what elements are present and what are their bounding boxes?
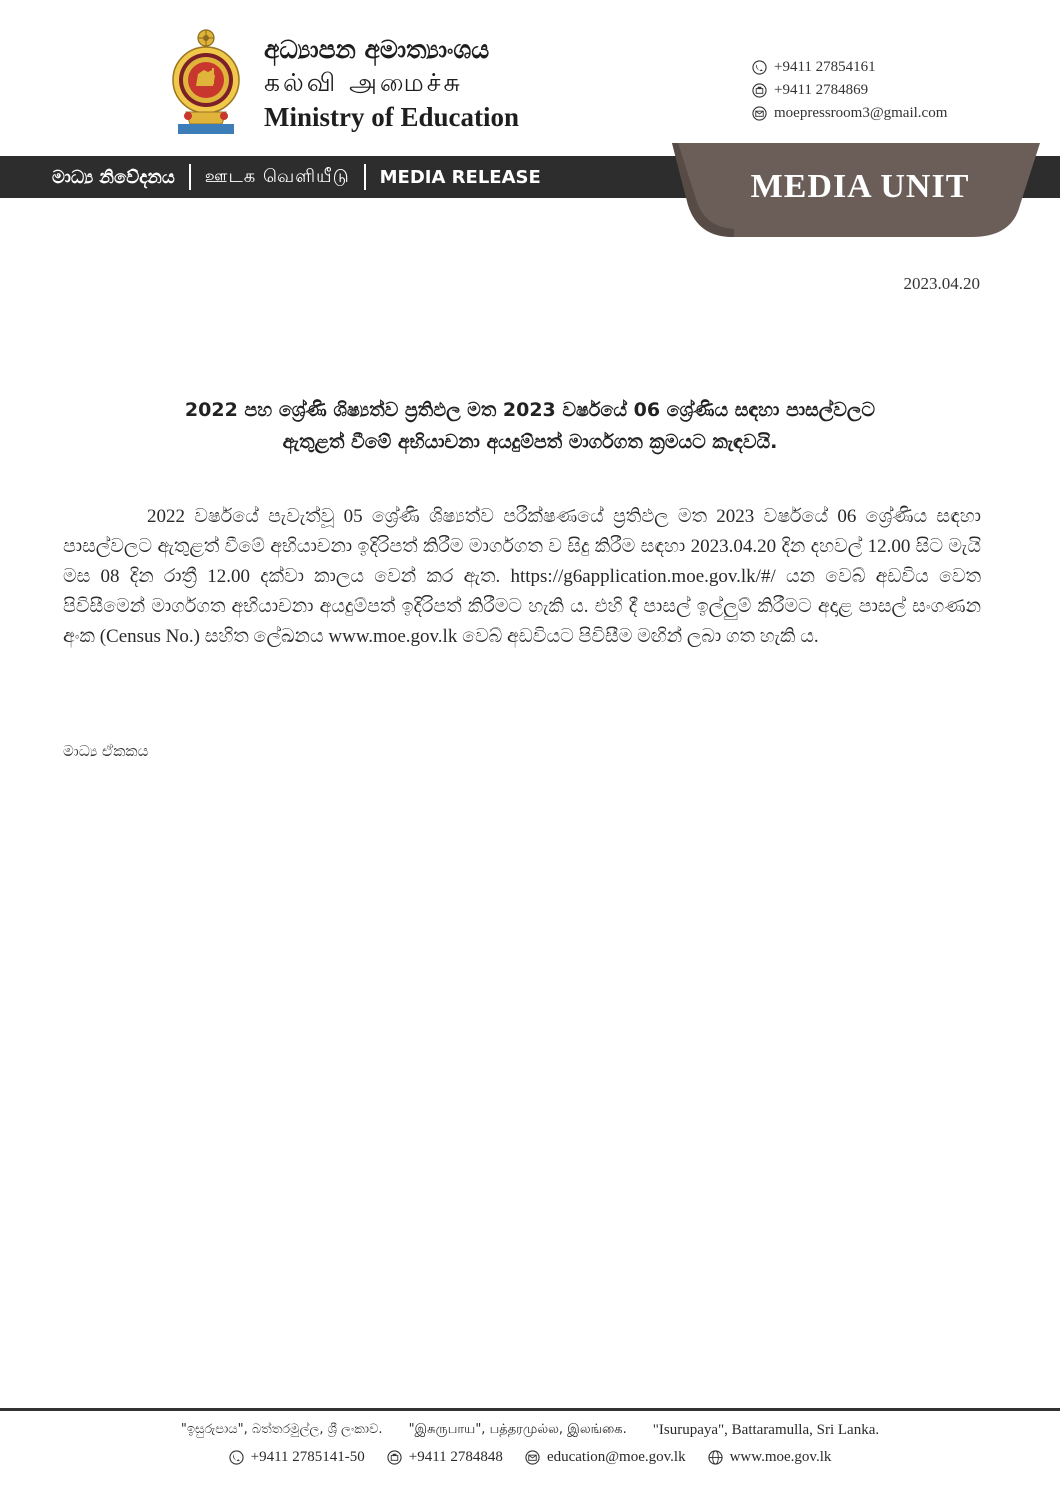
footer-fax [387, 1449, 503, 1466]
banner-divider [189, 164, 191, 190]
footer-divider [0, 1408, 1060, 1411]
fax-icon [752, 83, 767, 98]
headline-line-2: ඇතුළත් වීමේ අභියාචනා අයදුම්පත් මාර්ගගත ක්‍රමයට කැඳවයි. [282, 431, 778, 453]
release-body: 2022 වර්ෂයේ පැවැත්වූ 05 ශ්‍රේණි ශිෂ්‍යත්ව පරීක්ෂණයේ ප්‍රතිඵල මත 2023 වර්ෂයේ 06 ශ්‍රේණිය සඳහා පාසල්වලට ඇතුළත් වීමේ අභියාචනා ඉදිරිපත් කිරීම මාර්ගගත ව සිදු කිරීම සඳහා 2023.04.20 දින දහවල් 12.00 සිට මැයි මස 08 දින රාත්‍රී 12.00 දක්වා කාලය වෙන් කර ඇත. https://g6application.moe.gov.lk/#/ යන වෙබ් අඩවිය වෙත පිවිසීමෙන් මාර්ගගත අභියාචනා අයදුම්පත් ඉදිරිපත් කිරීමට හැකි ය. එහි දී පාසල් ඉල්ලුම් කිරීමට අදාළ පාසල් සංගණන අංක (Census No.) සහිත ලේඛනය www.moe.gov.lk වෙබ් අඩවියට පිවිසීම මඟින් ලබා ගත හැකි ය. [63, 506, 981, 647]
footer-address-english: "Isurupaya", Battaramulla, Sri Lanka. [652, 1422, 880, 1438]
contact-email-value: moepressroom3@gmail.com [774, 105, 948, 121]
banner-divider [364, 164, 366, 190]
contact-phone [752, 56, 947, 79]
ministry-names [264, 34, 594, 134]
footer-website-value[interactable]: www.moe.gov.lk [729, 1449, 832, 1465]
footer-email-value[interactable]: education@moe.gov.lk [546, 1449, 686, 1465]
media-unit-label: MEDIA UNIT [750, 168, 970, 205]
footer-address [0, 1422, 1060, 1439]
release-signoff: මාධ්‍ය ඒකකය [63, 742, 149, 760]
release-headline [62, 394, 998, 458]
ministry-name-english: Ministry of Education [264, 102, 520, 132]
footer-address-sinhala: "ඉසුරුපාය", බත්තරමුල්ල, ශ්‍රී ලංකාව. [180, 1422, 383, 1437]
footer-phone [229, 1449, 365, 1466]
contact-fax [752, 79, 947, 102]
banner-title-english: MEDIA RELEASE [379, 166, 541, 188]
footer-website[interactable] [708, 1449, 832, 1466]
phone-icon [752, 60, 767, 75]
email-icon [525, 1450, 540, 1465]
sri-lanka-emblem-icon [168, 28, 244, 136]
footer-contacts [0, 1449, 1060, 1466]
headline-line-1: 2022 පහ ශ්‍රේණි ශිෂ්‍යත්ව ප්‍රතිඵල මත 2023 වර්ෂයේ 06 ශ්‍රේණිය සඳහා පාසල්වලට [184, 399, 876, 421]
ministry-name-sinhala: අධ්‍යාපන අමාත්‍යාංශය [264, 35, 490, 64]
email-icon [752, 106, 767, 121]
footer-phone-value: +9411 2785141-50 [250, 1449, 365, 1465]
fax-icon [387, 1450, 402, 1465]
banner-titles [52, 156, 541, 198]
banner-title-tamil: ஊடக வெளியீடு [204, 165, 350, 187]
web-icon [708, 1450, 723, 1465]
contact-phone-value: +9411 27854161 [774, 59, 876, 75]
banner-title-sinhala: මාධ්‍ය නිවේදනය [52, 166, 175, 188]
letterhead-contacts [752, 56, 947, 125]
phone-icon [229, 1450, 244, 1465]
release-date: 2023.04.20 [903, 274, 980, 293]
footer-email[interactable] [525, 1449, 686, 1466]
contact-fax-value: +9411 2784869 [774, 82, 869, 98]
ministry-name-tamil: கல்வி அமைச்சு [264, 68, 463, 97]
footer-address-tamil: "இசுருபாய", பத்தரமுல்ல, இலங்கை. [408, 1422, 627, 1437]
footer-fax-value: +9411 2784848 [408, 1449, 503, 1465]
contact-email [752, 102, 947, 125]
